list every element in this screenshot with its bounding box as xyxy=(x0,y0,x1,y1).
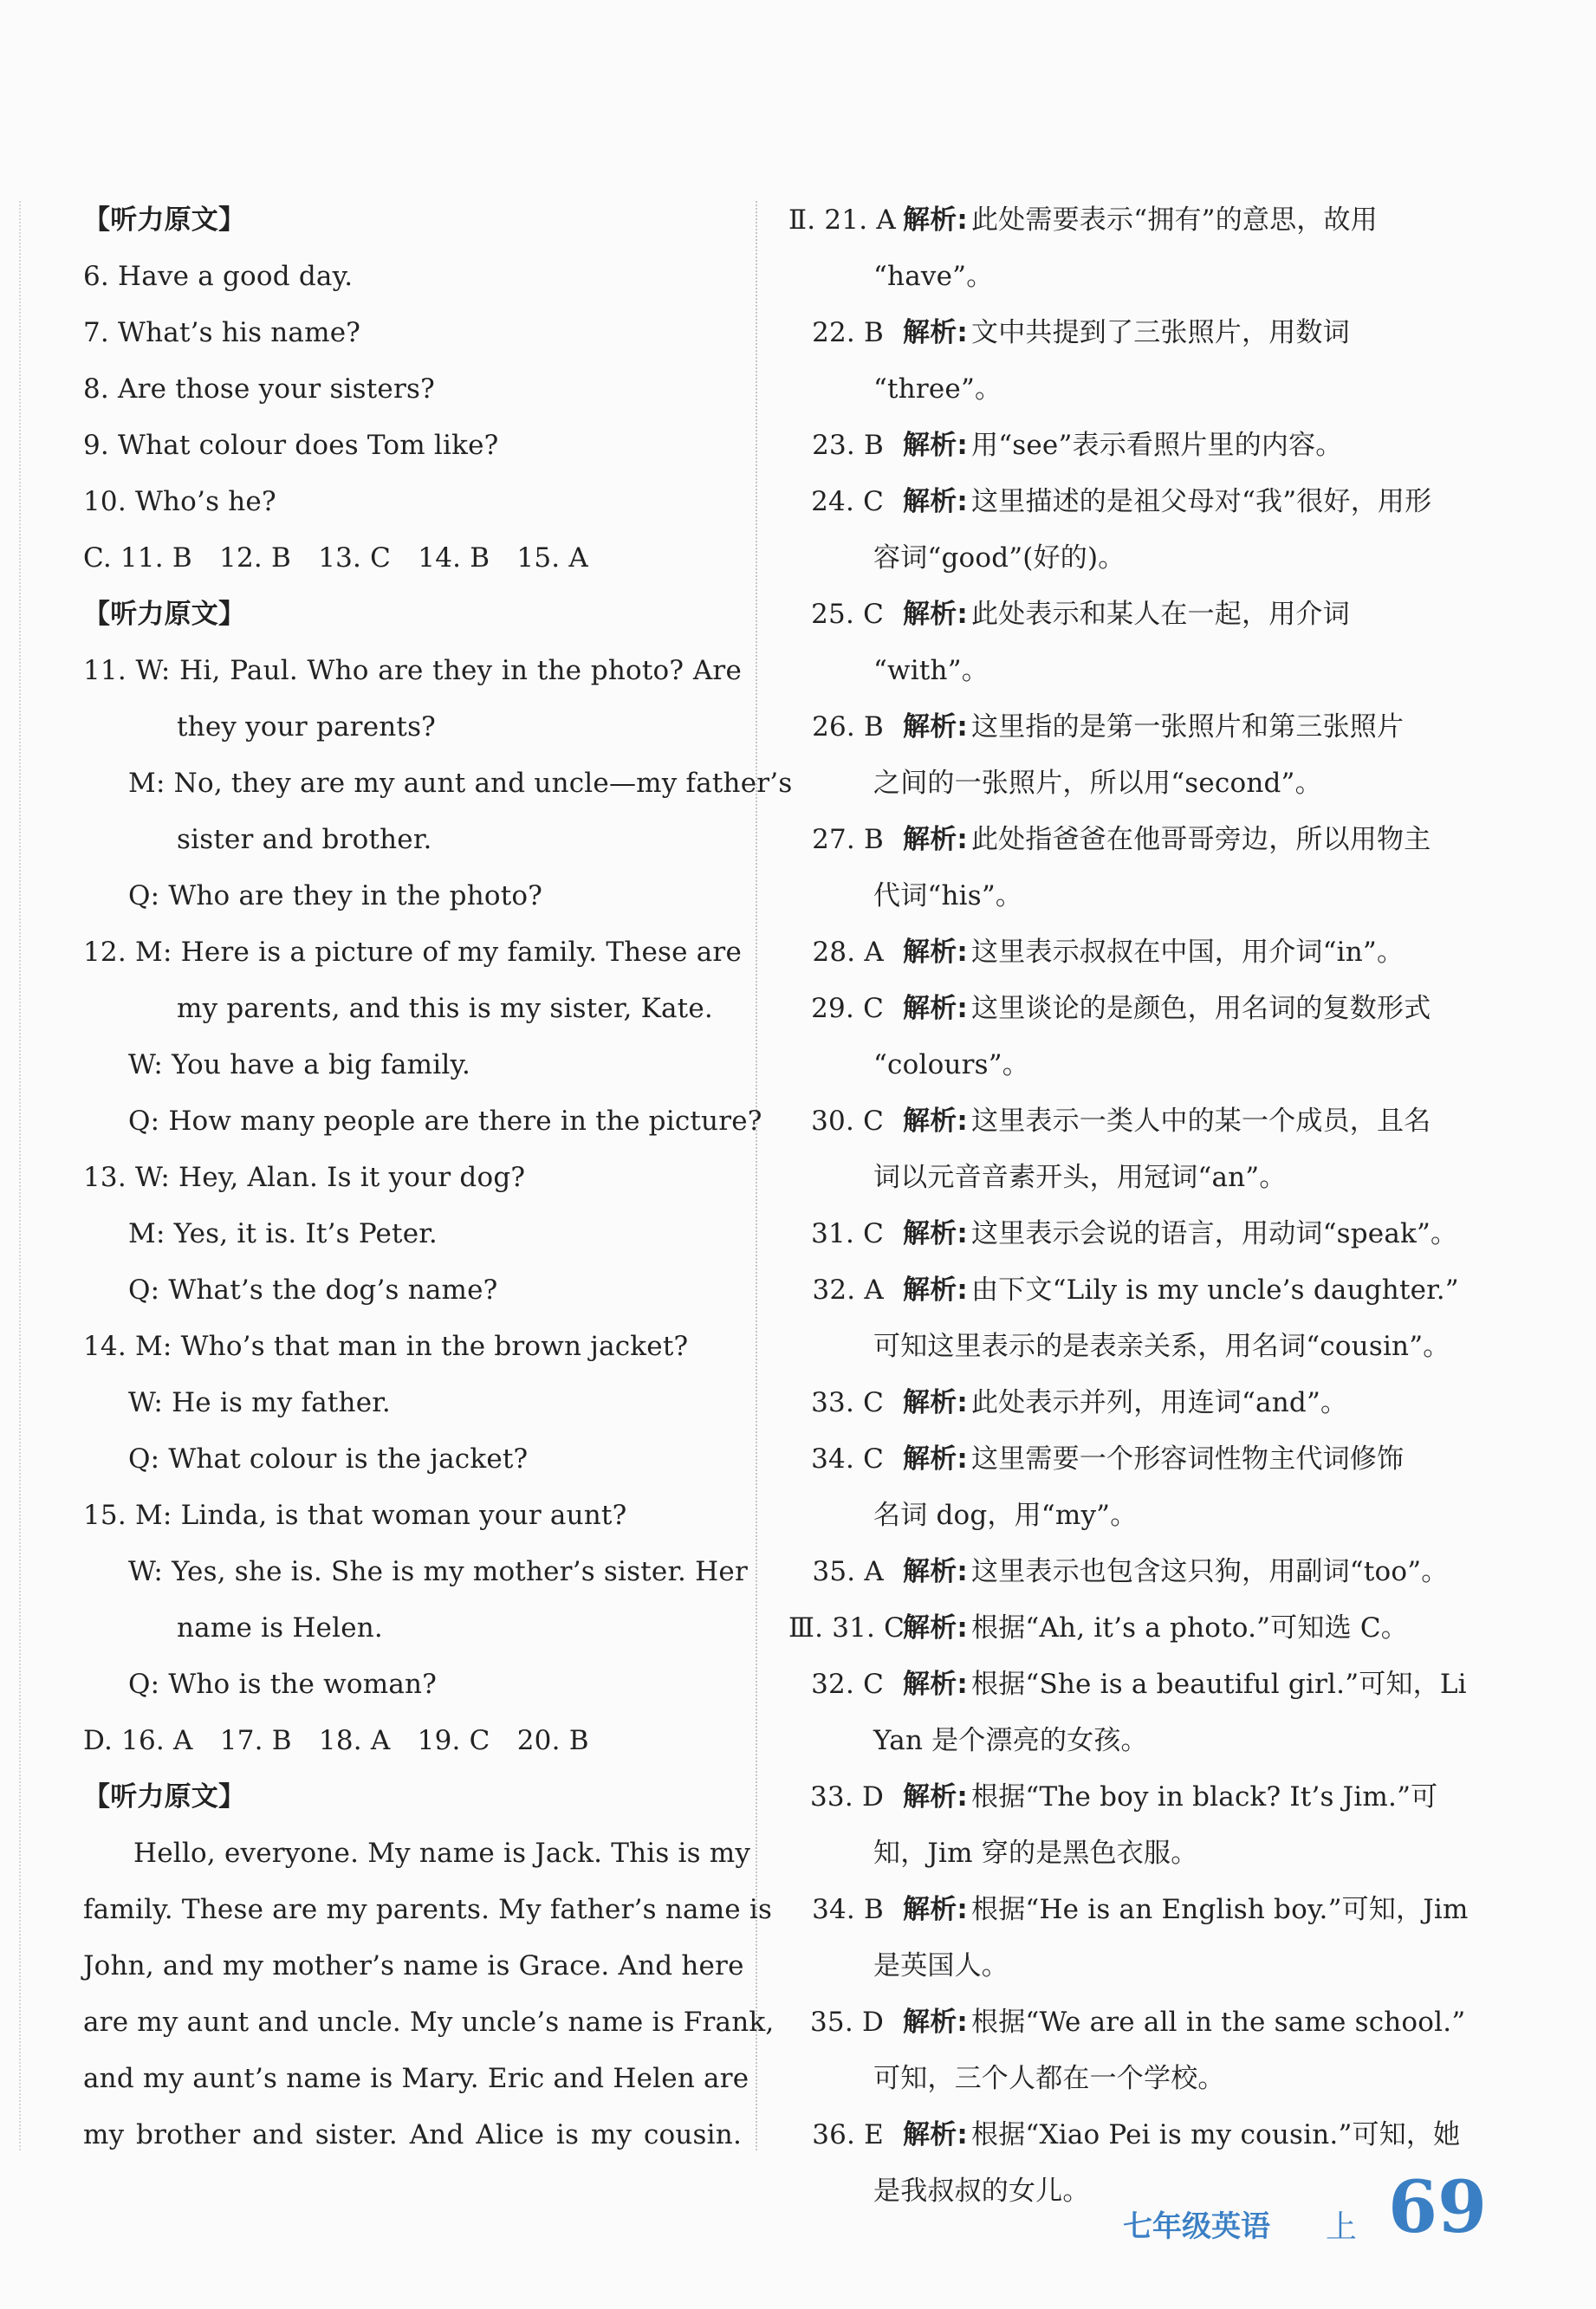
analysis-text: 根据“The boy in black? It’s Jim.”可 xyxy=(971,1781,1438,1813)
analysis-text: 这里表示会说的语言，用动词“speak”。 xyxy=(971,1218,1458,1249)
analysis-text: 根据“We are all in the same school.” xyxy=(971,2007,1466,2038)
analysis-continuation: 之间的一张照片，所以用“second”。 xyxy=(873,768,1322,799)
text-line: 9. What colour does Tom like? xyxy=(83,430,499,461)
analysis-text: 文中共提到了三张照片，用数词 xyxy=(971,317,1350,348)
text-line: name is Helen. xyxy=(177,1612,383,1644)
text-line: Q: How many people are there in the picture? xyxy=(128,1106,762,1137)
analysis-text: 用“see”表示看照片里的内容。 xyxy=(971,430,1343,461)
text-line: they your parents? xyxy=(177,711,436,743)
item-number: 34. C xyxy=(811,1443,884,1475)
text-line: Q: What colour is the jacket? xyxy=(128,1443,529,1475)
text-line: 8. Are those your sisters? xyxy=(83,373,435,405)
item-number: 35. D xyxy=(809,2007,884,2038)
item-number: 24. C xyxy=(811,486,884,517)
item-number: Ⅲ. 31. C xyxy=(788,1612,905,1644)
analysis-text: 这里指的是第一张照片和第三张照片 xyxy=(971,711,1405,743)
item-number: 30. C xyxy=(811,1106,884,1137)
section-heading: 【听力原文】 xyxy=(83,204,246,236)
item-number: 32. C xyxy=(811,1669,884,1700)
analysis-continuation: 容词“good”(好的)。 xyxy=(873,542,1126,574)
answer-item xyxy=(788,981,1490,1037)
item-number: 29. C xyxy=(811,993,884,1024)
answer-item xyxy=(788,2107,1490,2163)
item-number: 25. C xyxy=(811,599,884,630)
analysis-label: 解析: xyxy=(903,317,968,348)
answer-item xyxy=(788,1375,1490,1431)
item-number: 22. B xyxy=(812,317,884,348)
analysis-text: 根据“Ah, it’s a photo.”可知选 C。 xyxy=(971,1612,1408,1644)
answer-item xyxy=(788,699,1490,756)
analysis-text: 此处需要表示“拥有”的意思，故用 xyxy=(971,204,1378,236)
analysis-text: 此处表示和某人在一起，用介词 xyxy=(971,599,1350,630)
answer-item xyxy=(788,474,1490,530)
analysis-label: 解析: xyxy=(903,1781,968,1813)
text-line: John, and my mother’s name is Grace. And here xyxy=(83,1950,744,1981)
text-line: 13. W: Hey, Alan. Is it your dog? xyxy=(83,1162,526,1193)
item-number: 33. D xyxy=(809,1781,884,1813)
analysis-continuation: 是我叔叔的女儿。 xyxy=(873,2176,1090,2207)
analysis-label: 解析: xyxy=(903,599,968,630)
grade-subject-label: 七年级英语 xyxy=(1123,2209,1270,2244)
item-number: 32. A xyxy=(812,1274,884,1306)
text-line: Q: Who is the woman? xyxy=(128,1669,438,1700)
page-number: 69 xyxy=(1388,2166,1488,2249)
item-number: 35. A xyxy=(812,1556,884,1587)
analysis-continuation: “three”。 xyxy=(873,373,1002,405)
text-line: 14. M: Who’s that man in the brown jacket? xyxy=(83,1331,689,1362)
analysis-label: 解析: xyxy=(903,486,968,517)
analysis-continuation: Yan 是个漂亮的女孩。 xyxy=(873,1725,1148,1756)
text-line: 6. Have a good day. xyxy=(83,261,354,292)
answer-item xyxy=(788,587,1490,643)
text-line: Q: Who are they in the photo? xyxy=(128,880,543,911)
column-divider xyxy=(756,201,757,2150)
answer-line: D. 16. A 17. B 18. A 19. C 20. B xyxy=(83,1725,589,1756)
analysis-text: 此处表示并列，用连词“and”。 xyxy=(971,1387,1348,1418)
analysis-continuation: 可知，三个人都在一个学校。 xyxy=(873,2063,1225,2094)
answer-item xyxy=(788,1657,1490,1713)
analysis-text: 这里表示叔叔在中国，用介词“in”。 xyxy=(971,937,1405,968)
analysis-continuation: “with”。 xyxy=(873,655,989,686)
section-heading: 【听力原文】 xyxy=(83,1781,246,1813)
text-line: 11. W: Hi, Paul. Who are they in the photo? Are xyxy=(83,655,742,686)
text-line: my parents, and this is my sister, Kate. xyxy=(177,993,713,1024)
answer-line: C. 11. B 12. B 13. C 14. B 15. A xyxy=(83,542,588,574)
text-line: my brother and sister. And Alice is my cousin. xyxy=(83,2119,742,2150)
item-number: 36. E xyxy=(812,2119,884,2150)
analysis-text: 这里描述的是祖父母对“我”很好，用形 xyxy=(971,486,1432,517)
item-number: 34. B xyxy=(812,1894,884,1925)
answer-item xyxy=(788,924,1490,981)
answer-item xyxy=(788,1882,1490,1938)
text-line: are my aunt and uncle. My uncle’s name is Frank, xyxy=(83,2007,775,2038)
text-line: Q: What’s the dog’s name? xyxy=(128,1274,498,1306)
analysis-text: 由下文“Lily is my uncle’s daughter.” xyxy=(971,1274,1459,1306)
answer-item xyxy=(788,1093,1490,1150)
analysis-text: 这里表示一类人中的某一个成员，且名 xyxy=(971,1106,1431,1137)
analysis-continuation: 词以元音音素开头，用冠词“an”。 xyxy=(873,1162,1287,1193)
item-number: 31. C xyxy=(811,1218,884,1249)
answer-item xyxy=(788,1994,1490,2051)
left-margin-rule xyxy=(19,201,21,2150)
analysis-text: 这里谈论的是颜色，用名词的复数形式 xyxy=(971,993,1431,1024)
right-column xyxy=(788,192,1490,2220)
text-line: W: Yes, she is. She is my mother’s sister. Her xyxy=(128,1556,748,1587)
analysis-label: 解析: xyxy=(903,1106,968,1137)
analysis-label: 解析: xyxy=(903,1894,968,1925)
answer-item xyxy=(788,1431,1490,1488)
analysis-text: 此处指爸爸在他哥哥旁边，所以用物主 xyxy=(971,824,1431,855)
analysis-label: 解析: xyxy=(903,824,968,855)
answer-item xyxy=(788,1769,1490,1826)
analysis-label: 解析: xyxy=(903,2007,968,2038)
analysis-continuation: 可知这里表示的是表亲关系，用名词“cousin”。 xyxy=(873,1331,1450,1362)
analysis-continuation: 代词“his”。 xyxy=(873,880,1023,911)
answer-item xyxy=(788,1262,1490,1319)
item-number: 33. C xyxy=(811,1387,884,1418)
item-number: 26. B xyxy=(812,711,884,743)
analysis-continuation: “have”。 xyxy=(873,261,994,292)
analysis-label: 解析: xyxy=(903,1669,968,1700)
analysis-label: 解析: xyxy=(903,1612,968,1644)
item-number: 23. B xyxy=(812,430,884,461)
text-line: W: You have a big family. xyxy=(128,1049,471,1080)
answer-item xyxy=(788,1544,1490,1600)
answer-item xyxy=(788,812,1490,868)
item-number: Ⅱ. 21. A xyxy=(788,204,896,236)
analysis-label: 解析: xyxy=(903,1556,968,1587)
text-line: M: No, they are my aunt and uncle—my father’s xyxy=(128,768,793,799)
text-line: M: Yes, it is. It’s Peter. xyxy=(128,1218,438,1249)
text-line: 12. M: Here is a picture of my family. These are xyxy=(83,937,742,968)
answer-item xyxy=(788,1206,1490,1262)
answer-item xyxy=(788,305,1490,361)
text-line: 7. What’s his name? xyxy=(83,317,361,348)
text-line: Hello, everyone. My name is Jack. This is my xyxy=(133,1838,751,1869)
analysis-text: 根据“She is a beautiful girl.”可知，Li xyxy=(971,1669,1467,1700)
analysis-label: 解析: xyxy=(903,937,968,968)
analysis-label: 解析: xyxy=(903,1387,968,1418)
text-line: W: He is my father. xyxy=(128,1387,391,1418)
text-line: 10. Who’s he? xyxy=(83,486,276,517)
analysis-text: 根据“Xiao Pei is my cousin.”可知，她 xyxy=(971,2119,1461,2150)
text-line: family. These are my parents. My father’s name is xyxy=(83,1894,773,1925)
analysis-label: 解析: xyxy=(903,204,968,236)
analysis-label: 解析: xyxy=(903,1443,968,1475)
analysis-continuation: 是英国人。 xyxy=(873,1950,1009,1981)
analysis-label: 解析: xyxy=(903,1274,968,1306)
text-line: 15. M: Linda, is that woman your aunt? xyxy=(83,1500,627,1531)
text-line: sister and brother. xyxy=(177,824,432,855)
analysis-text: 这里需要一个形容词性物主代词修饰 xyxy=(971,1443,1405,1475)
analysis-label: 解析: xyxy=(903,711,968,743)
analysis-label: 解析: xyxy=(903,1218,968,1249)
item-number: 27. B xyxy=(812,824,884,855)
section-heading: 【听力原文】 xyxy=(83,599,246,630)
analysis-label: 解析: xyxy=(903,430,968,461)
analysis-continuation: 名词 dog，用“my”。 xyxy=(873,1500,1138,1531)
answer-item xyxy=(788,1600,1490,1657)
analysis-text: 这里表示也包含这只狗，用副词“too”。 xyxy=(971,1556,1449,1587)
answer-item xyxy=(788,418,1490,474)
volume-label: 上 xyxy=(1326,2209,1358,2245)
text-line: and my aunt’s name is Mary. Eric and Helen are xyxy=(83,2063,749,2094)
item-number: 28. A xyxy=(812,937,884,968)
analysis-text: 根据“He is an English boy.”可知，Jim xyxy=(971,1894,1469,1925)
analysis-continuation: 知，Jim 穿的是黑色衣服。 xyxy=(873,1838,1198,1869)
left-column xyxy=(83,192,793,2163)
analysis-continuation: “colours”。 xyxy=(873,1049,1029,1080)
answer-item xyxy=(788,192,1490,249)
analysis-label: 解析: xyxy=(903,993,968,1024)
analysis-label: 解析: xyxy=(903,2119,968,2150)
